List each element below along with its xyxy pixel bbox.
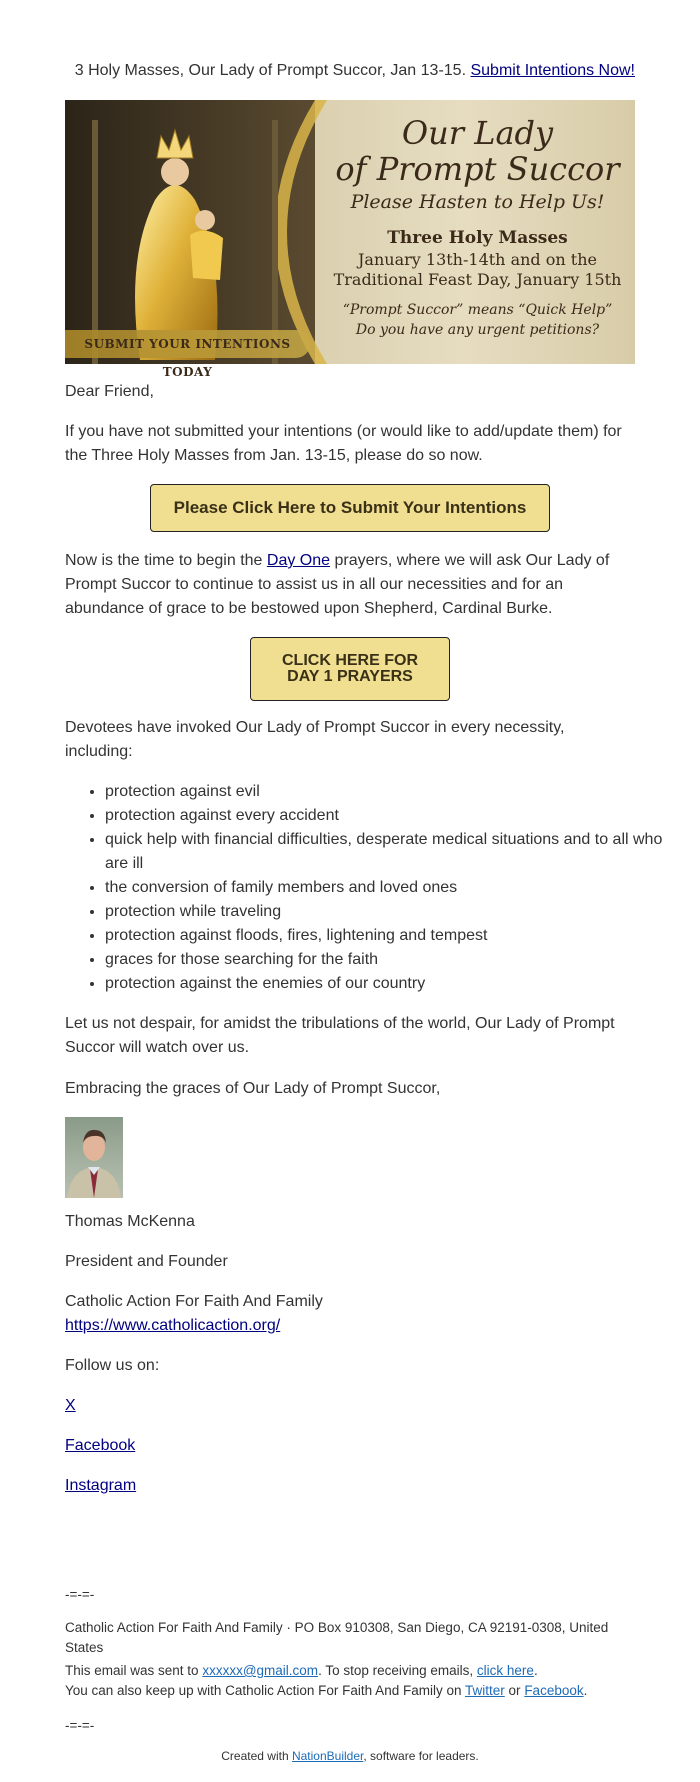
preheader-text: 3 Holy Masses, Our Lady of Prompt Succor, Jan 13-15. xyxy=(74,62,467,79)
footer-period: . xyxy=(533,1663,538,1678)
banner-submit-intentions-label: SUBMIT YOUR INTENTIONS TODAY xyxy=(65,330,310,358)
day-one-paragraph xyxy=(65,549,635,621)
list-item: • quick help with financial difficulties, desperate medical situations and to all who are ill xyxy=(105,828,675,876)
preheader xyxy=(65,56,635,86)
nationbuilder-link[interactable]: NationBuilder xyxy=(291,1749,364,1763)
unsubscribe-link[interactable]: click here xyxy=(476,1663,534,1678)
banner-quote-line1: “Prompt Succor” means “Quick Help” xyxy=(342,302,613,318)
social-instagram xyxy=(65,1474,635,1498)
social-facebook xyxy=(65,1434,635,1458)
signer-organization xyxy=(65,1290,635,1338)
signer-name: Thomas McKenna xyxy=(65,1213,195,1230)
list-item: • protection while traveling xyxy=(105,900,675,924)
instagram-link[interactable]: Instagram xyxy=(65,1477,137,1494)
list-item: • graces for those searching for the faith xyxy=(105,948,675,972)
website-link[interactable]: https://www.catholicaction.org/ xyxy=(65,1317,281,1334)
signer-photo xyxy=(65,1117,123,1198)
banner-title-line2: of Prompt Succor xyxy=(335,150,620,188)
credit-prefix: Created with xyxy=(221,1749,289,1763)
follow-label: Follow us on: xyxy=(65,1357,160,1374)
greeting: Dear Friend, xyxy=(65,383,154,400)
list-item: • protection against the enemies of our country xyxy=(105,972,675,996)
banner-three-masses: Three Holy Masses xyxy=(387,228,568,248)
x-link[interactable]: X xyxy=(65,1397,76,1414)
submit-intentions-link[interactable]: Submit Intentions Now! xyxy=(470,62,635,79)
banner-dates-line2: Traditional Feast Day, January 15th xyxy=(333,270,622,289)
recipient-email-link[interactable]: xxxxxx@gmail.com xyxy=(202,1663,319,1678)
day-one-text-before: Now is the time to begin the xyxy=(65,552,263,569)
stop-text: . To stop receiving emails, xyxy=(318,1663,474,1678)
devotees-paragraph: Devotees have invoked Our Lady of Prompt Succor in every necessity, including: xyxy=(65,719,565,760)
day-1-prayers-line1: CLICK HERE FOR xyxy=(282,652,418,669)
list-item: • protection against evil xyxy=(105,780,675,804)
credit-suffix: , software for leaders. xyxy=(363,1749,479,1763)
list-item: • the conversion of family members and loved ones xyxy=(105,876,675,900)
twitter-link[interactable]: Twitter xyxy=(465,1683,505,1698)
despair-paragraph: Let us not despair, for amidst the tribulations of the world, Our Lady of Prompt Succor will watch over us. xyxy=(65,1015,615,1056)
sent-prefix: This email was sent to xyxy=(65,1663,199,1678)
footer-divider-top: -=-=- xyxy=(65,1587,95,1602)
footer-address: Catholic Action For Faith And Family · PO Box 910308, San Diego, CA 92191-0308, United States xyxy=(65,1620,609,1655)
closing-line: Embracing the graces of Our Lady of Prompt Succor, xyxy=(65,1080,441,1097)
banner-quote-line2: Do you have any urgent petitions? xyxy=(355,322,600,338)
keep-up-or: or xyxy=(508,1683,521,1698)
portrait-illustration xyxy=(65,1117,123,1198)
social-x xyxy=(65,1394,635,1418)
facebook-link[interactable]: Facebook xyxy=(65,1437,136,1454)
day-one-link[interactable]: Day One xyxy=(266,552,331,569)
footer-divider-bottom: -=-=- xyxy=(65,1718,95,1733)
banner-dates-line1: January 13th-14th and on the xyxy=(358,250,597,269)
intentions-paragraph: If you have not submitted your intentions (or would like to add/update them) for the Three Holy Masses from Jan. 13-15, please do so now. xyxy=(65,423,622,464)
day-one-text-after: prayers, where we will ask Our Lady of Prompt Succor to continue to assist us in all our necessities and for an abundance of grace to be bestowed upon Shepherd, Cardinal Burke. xyxy=(65,552,610,617)
list-item: • protection against floods, fires, lightening and tempest xyxy=(105,924,675,948)
prompt-succor-banner[interactable] xyxy=(65,100,635,379)
banner-subtitle: Please Hasten to Help Us! xyxy=(350,191,605,213)
keep-up-prefix: You can also keep up with Catholic Action For Faith And Family on xyxy=(65,1683,462,1698)
day-1-prayers-button[interactable] xyxy=(250,637,450,701)
signer-title: President and Founder xyxy=(65,1253,228,1270)
day-1-prayers-line2: DAY 1 PRAYERS xyxy=(287,668,413,685)
footer-period-2: . xyxy=(583,1683,588,1698)
footer-facebook-link[interactable]: Facebook xyxy=(524,1683,584,1698)
necessities-list xyxy=(65,780,675,996)
nationbuilder-credit xyxy=(0,1749,700,1763)
submit-intentions-button[interactable]: Please Click Here to Submit Your Intentions xyxy=(150,484,550,532)
footer-sent-to xyxy=(65,1661,635,1681)
organization-name: Catholic Action For Faith And Family xyxy=(65,1293,323,1310)
footer-keep-up xyxy=(65,1681,635,1701)
banner-title-line1: Our Lady xyxy=(401,114,554,152)
list-item: • protection against every accident xyxy=(105,804,675,828)
